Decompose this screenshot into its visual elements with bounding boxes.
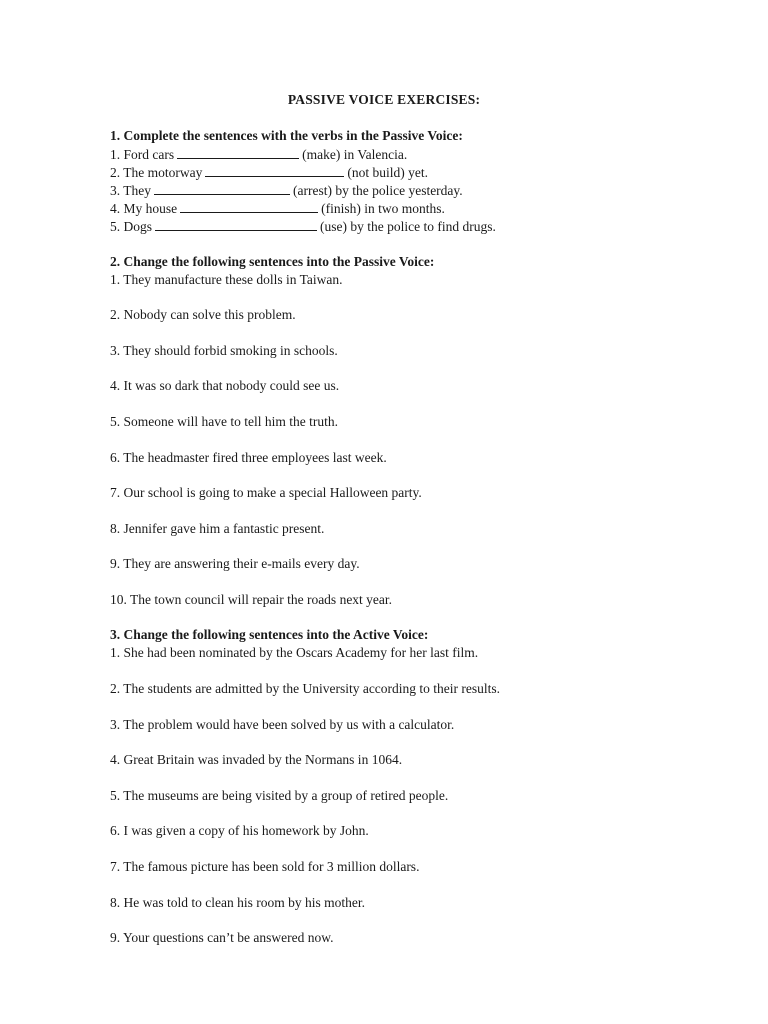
active-item-6: 6. I was given a copy of his homework by John. (110, 823, 369, 838)
passive-item-10: 10. The town council will repair the roads next year. (110, 592, 393, 607)
passive-item-2: 2. Nobody can solve this problem. (110, 307, 296, 322)
section2-heading: 2. Change the following sentences into the Passive Voice: (110, 254, 435, 269)
answer-blank[interactable] (154, 181, 290, 195)
item-text-before: 5. Dogs (110, 219, 153, 234)
passive-item-5: 5. Someone will have to tell him the truth. (110, 414, 338, 429)
passive-item-1: 1. They manufacture these dolls in Taiwan. (110, 272, 343, 287)
passive-item-9: 9. They are answering their e-mails every day. (110, 556, 360, 571)
section1-heading: 1. Complete the sentences with the verbs in the Passive Voice: (110, 128, 463, 143)
item-text-before: 2. The motorway (110, 165, 203, 180)
answer-blank[interactable] (177, 145, 299, 159)
section3-heading: 3. Change the following sentences into the Active Voice: (110, 627, 429, 642)
item-text-before: 1. Ford cars (110, 147, 175, 162)
answer-blank[interactable] (205, 163, 344, 177)
passive-item-6: 6. The headmaster fired three employees last week. (110, 450, 387, 465)
passive-item-7: 7. Our school is going to make a special Halloween party. (110, 485, 422, 500)
fill-in-item-5 (110, 217, 496, 236)
passive-item-4: 4. It was so dark that nobody could see us. (110, 378, 340, 393)
passive-item-3: 3. They should forbid smoking in schools. (110, 343, 338, 358)
passive-item-8: 8. Jennifer gave him a fantastic present. (110, 521, 325, 536)
fill-in-item-4 (110, 199, 445, 218)
item-text-before: 3. They (110, 183, 151, 198)
active-item-8: 8. He was told to clean his room by his mother. (110, 895, 365, 910)
item-text-after: (not build) yet. (347, 165, 428, 180)
active-item-5: 5. The museums are being visited by a group of retired people. (110, 788, 449, 803)
active-item-7: 7. The famous picture has been sold for 3 million dollars. (110, 859, 420, 874)
answer-blank[interactable] (180, 199, 318, 213)
active-item-3: 3. The problem would have been solved by us with a calculator. (110, 717, 455, 732)
active-item-4: 4. Great Britain was invaded by the Normans in 1064. (110, 752, 403, 767)
worksheet-title: PASSIVE VOICE EXERCISES: (287, 92, 481, 107)
item-text-after: (make) in Valencia. (302, 147, 408, 162)
fill-in-item-3 (110, 181, 463, 200)
active-item-1: 1. She had been nominated by the Oscars Academy for her last film. (110, 645, 479, 660)
fill-in-item-2 (110, 163, 428, 182)
item-text-after: (finish) in two months. (321, 201, 445, 216)
fill-in-item-1 (110, 145, 407, 164)
item-text-before: 4. My house (110, 201, 178, 216)
item-text-after: (arrest) by the police yesterday. (293, 183, 463, 198)
active-item-2: 2. The students are admitted by the University according to their results. (110, 681, 501, 696)
item-text-after: (use) by the police to find drugs. (320, 219, 496, 234)
active-item-9: 9. Your questions can’t be answered now. (110, 930, 334, 945)
answer-blank[interactable] (155, 217, 317, 231)
